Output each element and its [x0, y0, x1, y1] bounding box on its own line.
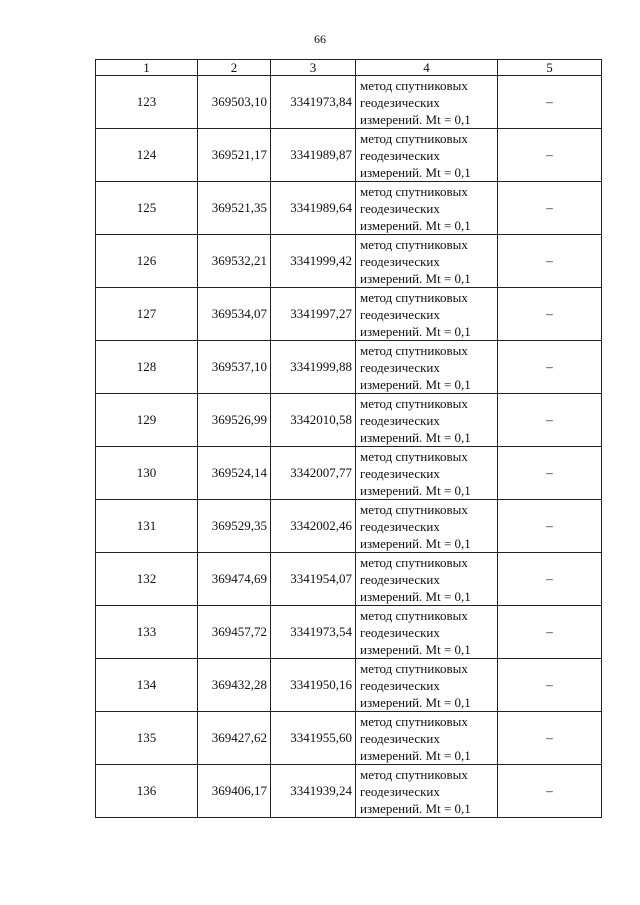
table-row	[96, 76, 602, 129]
method-line: метод спутниковых	[360, 130, 468, 146]
point-number: 127	[96, 288, 198, 341]
method-line: измерений. Mt = 0,1	[360, 217, 471, 233]
coord-y: 3341950,16	[271, 659, 356, 712]
page-number: 66	[314, 32, 326, 46]
method-cell	[356, 182, 498, 235]
col5-value: –	[498, 76, 602, 129]
method-line: геодезических	[360, 730, 440, 746]
method-line: измерений. Mt = 0,1	[360, 800, 471, 816]
method-line: метод спутниковых	[360, 342, 468, 358]
coord-x: 369474,69	[198, 553, 271, 606]
point-number: 132	[96, 553, 198, 606]
table-row	[96, 765, 602, 818]
coord-x: 369521,17	[198, 129, 271, 182]
col5-value: –	[498, 712, 602, 765]
method-line: геодезических	[360, 677, 440, 693]
table-body	[96, 76, 602, 818]
method-cell	[356, 606, 498, 659]
col5-value: –	[498, 394, 602, 447]
method-line: измерений. Mt = 0,1	[360, 323, 471, 339]
method-line: измерений. Mt = 0,1	[360, 747, 471, 763]
method-cell	[356, 288, 498, 341]
method-line: измерений. Mt = 0,1	[360, 429, 471, 445]
method-line: геодезических	[360, 94, 440, 110]
coord-y: 3342007,77	[271, 447, 356, 500]
col5-value: –	[498, 341, 602, 394]
coord-x: 369427,62	[198, 712, 271, 765]
method-line: геодезических	[360, 253, 440, 269]
coord-x: 369537,10	[198, 341, 271, 394]
coord-x: 369529,35	[198, 500, 271, 553]
table-row	[96, 235, 602, 288]
method-line: метод спутниковых	[360, 236, 468, 252]
point-number: 134	[96, 659, 198, 712]
coord-x: 369432,28	[198, 659, 271, 712]
coord-x: 369524,14	[198, 447, 271, 500]
method-line: метод спутниковых	[360, 183, 468, 199]
method-line: геодезических	[360, 783, 440, 799]
method-cell	[356, 712, 498, 765]
point-number: 130	[96, 447, 198, 500]
point-number: 131	[96, 500, 198, 553]
coord-y: 3341989,64	[271, 182, 356, 235]
table-row	[96, 182, 602, 235]
method-line: геодезических	[360, 571, 440, 587]
method-line: геодезических	[360, 359, 440, 375]
col5-value: –	[498, 288, 602, 341]
method-cell	[356, 76, 498, 129]
coord-y: 3341989,87	[271, 129, 356, 182]
point-number: 128	[96, 341, 198, 394]
col5-value: –	[498, 659, 602, 712]
method-line: геодезических	[360, 200, 440, 216]
method-line: измерений. Mt = 0,1	[360, 588, 471, 604]
table-row	[96, 288, 602, 341]
method-cell	[356, 341, 498, 394]
point-number: 124	[96, 129, 198, 182]
method-line: измерений. Mt = 0,1	[360, 535, 471, 551]
method-cell	[356, 500, 498, 553]
header-col-3: 3	[271, 60, 356, 76]
method-line: метод спутниковых	[360, 766, 468, 782]
header-col-2: 2	[198, 60, 271, 76]
coord-y: 3341954,07	[271, 553, 356, 606]
method-line: измерений. Mt = 0,1	[360, 641, 471, 657]
coord-x: 369503,10	[198, 76, 271, 129]
method-line: метод спутниковых	[360, 448, 468, 464]
coord-x: 369406,17	[198, 765, 271, 818]
point-number: 129	[96, 394, 198, 447]
coord-x: 369534,07	[198, 288, 271, 341]
coord-y: 3341955,60	[271, 712, 356, 765]
table-row	[96, 394, 602, 447]
method-line: метод спутниковых	[360, 77, 468, 93]
method-line: измерений. Mt = 0,1	[360, 482, 471, 498]
point-number: 126	[96, 235, 198, 288]
point-number: 133	[96, 606, 198, 659]
method-line: геодезических	[360, 518, 440, 534]
method-cell	[356, 659, 498, 712]
method-cell	[356, 235, 498, 288]
method-line: геодезических	[360, 624, 440, 640]
table-row	[96, 659, 602, 712]
header-col-4: 4	[356, 60, 498, 76]
method-line: метод спутниковых	[360, 289, 468, 305]
method-line: измерений. Mt = 0,1	[360, 694, 471, 710]
method-line: измерений. Mt = 0,1	[360, 376, 471, 392]
method-line: измерений. Mt = 0,1	[360, 111, 471, 127]
col5-value: –	[498, 182, 602, 235]
point-number: 135	[96, 712, 198, 765]
coord-y: 3342010,58	[271, 394, 356, 447]
table-row	[96, 129, 602, 182]
method-line: метод спутниковых	[360, 501, 468, 517]
coord-x: 369532,21	[198, 235, 271, 288]
col5-value: –	[498, 447, 602, 500]
coord-x: 369457,72	[198, 606, 271, 659]
method-cell	[356, 394, 498, 447]
coord-x: 369526,99	[198, 394, 271, 447]
method-line: геодезических	[360, 306, 440, 322]
method-line: метод спутниковых	[360, 713, 468, 729]
coord-y: 3341997,27	[271, 288, 356, 341]
coord-y: 3341973,84	[271, 76, 356, 129]
col5-value: –	[498, 235, 602, 288]
point-number: 136	[96, 765, 198, 818]
method-cell	[356, 129, 498, 182]
col5-value: –	[498, 765, 602, 818]
table-row	[96, 606, 602, 659]
method-line: измерений. Mt = 0,1	[360, 270, 471, 286]
method-line: метод спутниковых	[360, 395, 468, 411]
point-number: 125	[96, 182, 198, 235]
coordinates-table	[95, 59, 602, 818]
col5-value: –	[498, 129, 602, 182]
method-line: геодезических	[360, 465, 440, 481]
header-col-5: 5	[498, 60, 602, 76]
coord-y: 3341973,54	[271, 606, 356, 659]
table-row	[96, 447, 602, 500]
method-cell	[356, 553, 498, 606]
col5-value: –	[498, 606, 602, 659]
point-number: 123	[96, 76, 198, 129]
table-row	[96, 341, 602, 394]
method-line: геодезических	[360, 147, 440, 163]
method-line: метод спутниковых	[360, 660, 468, 676]
col5-value: –	[498, 553, 602, 606]
table-header	[96, 60, 602, 76]
coord-y: 3341999,42	[271, 235, 356, 288]
method-cell	[356, 765, 498, 818]
method-line: геодезических	[360, 412, 440, 428]
coord-y: 3341939,24	[271, 765, 356, 818]
method-line: метод спутниковых	[360, 607, 468, 623]
coord-x: 369521,35	[198, 182, 271, 235]
coord-y: 3341999,88	[271, 341, 356, 394]
method-line: метод спутниковых	[360, 554, 468, 570]
table-row	[96, 500, 602, 553]
header-row	[96, 60, 602, 76]
method-line: измерений. Mt = 0,1	[360, 164, 471, 180]
col5-value: –	[498, 500, 602, 553]
coord-y: 3342002,46	[271, 500, 356, 553]
table-row	[96, 553, 602, 606]
table-row	[96, 712, 602, 765]
header-col-1: 1	[96, 60, 198, 76]
method-cell	[356, 447, 498, 500]
